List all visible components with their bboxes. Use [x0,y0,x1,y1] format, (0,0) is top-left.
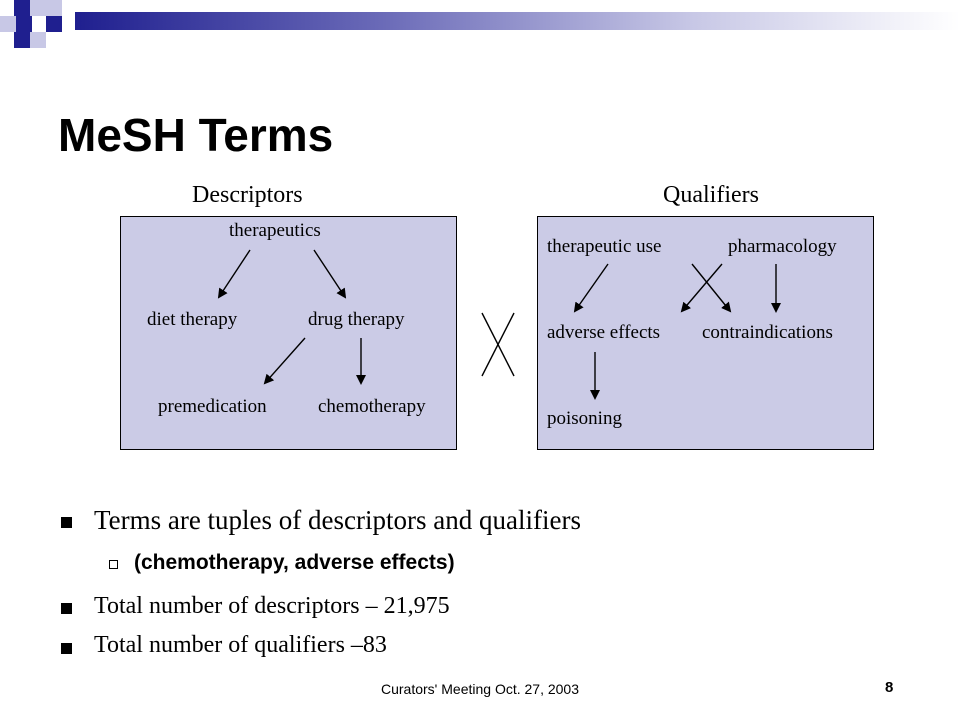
footer-text: Curators' Meeting Oct. 27, 2003 [381,681,579,697]
descriptors-header: Descriptors [192,182,303,208]
bullet-text-1: Terms are tuples of descriptors and qualifiers [94,505,581,535]
page-number: 8 [885,679,894,696]
term-drug-therapy: drug therapy [308,309,405,330]
arrow-therapeutic-contra [692,264,730,311]
arrow-therapeutic-adverse [575,264,608,311]
sub-bullet-marker [109,560,118,569]
term-adverse-effects: adverse effects [547,322,661,343]
arrow-drug-premedication [265,338,305,383]
bullet-marker [61,603,72,614]
arrow-therapeutics-drug [314,250,345,297]
term-premedication: premedication [158,396,267,417]
term-contraindications: contraindications [702,322,833,343]
term-poisoning: poisoning [547,408,622,429]
bullet-text-3: Total number of qualifiers –83 [94,632,387,658]
qualifiers-header: Qualifiers [663,182,759,208]
bullet-marker [61,517,72,528]
arrow-pharmacology-adverse [682,264,722,311]
sub-bullet-text: (chemotherapy, adverse effects) [134,551,455,574]
bullet-marker [61,643,72,654]
arrow-therapeutics-diet [219,250,250,297]
term-therapeutic-use: therapeutic use [547,236,662,257]
term-diet-therapy: diet therapy [147,309,238,330]
term-therapeutics: therapeutics [229,220,321,241]
bullet-text-2: Total number of descriptors – 21,975 [94,593,450,619]
term-chemotherapy: chemotherapy [318,396,426,417]
slide-title: MeSH Terms [58,109,334,161]
term-pharmacology: pharmacology [728,236,837,257]
